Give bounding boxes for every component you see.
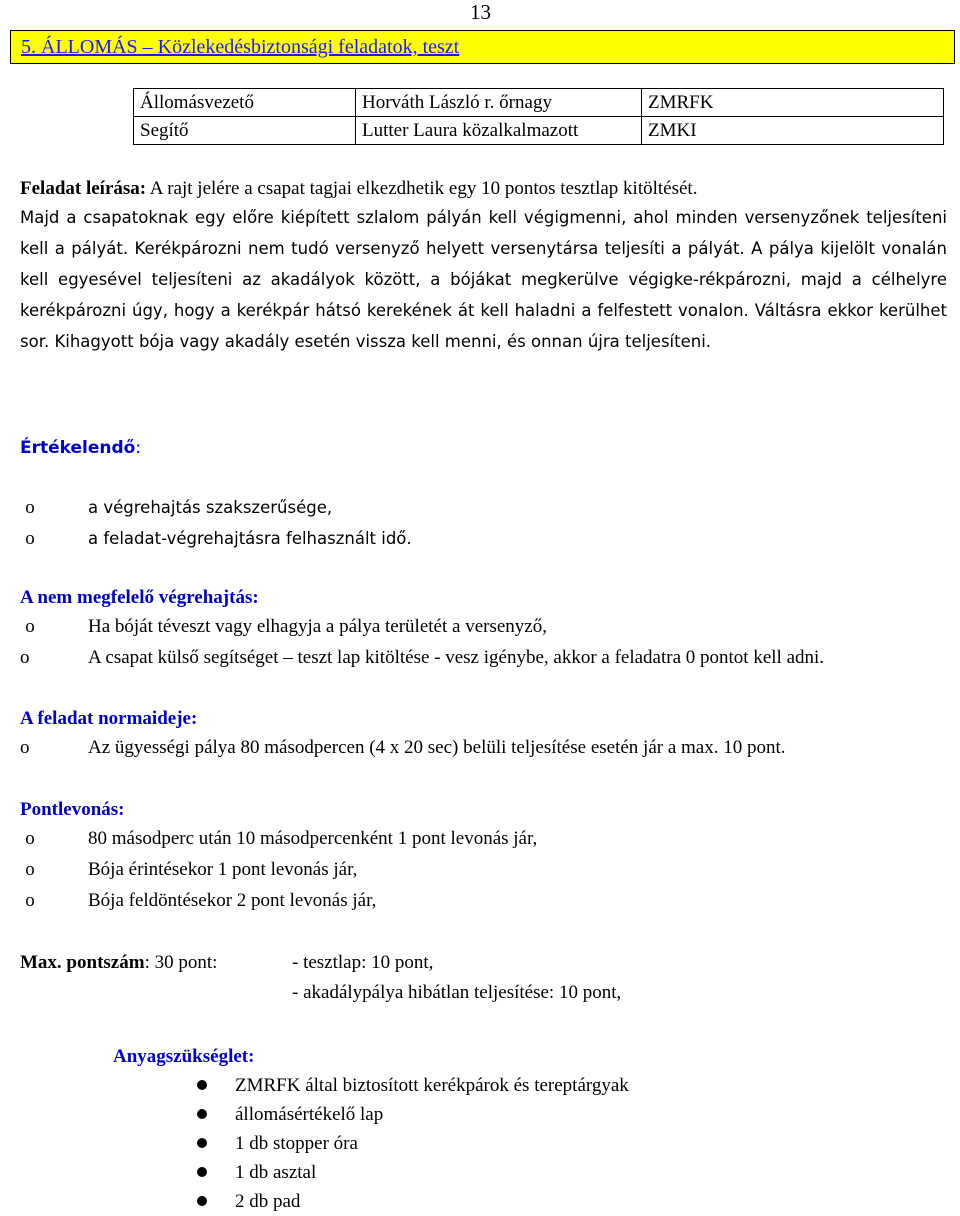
list-item	[197, 1158, 629, 1187]
evaluate-list	[20, 492, 948, 554]
improper-list	[20, 611, 948, 673]
list-item	[20, 642, 948, 673]
max-points-item: - tesztlap: 10 pont,	[292, 952, 434, 973]
supplies-heading: Anyagszükséglet:	[113, 1046, 255, 1067]
task-description: Majd a csapatoknak egy előre kiépített szlalom pályán kell végigmenni, ahol minden versenyzőnek teljesíteni kell a pályát. Kerékpározni nem tudó versenyző helyett versenytársa teljesíti a pályát. A pálya kijelölt vonalán kell egyesével teljesíteni az akadályok között, a bójákat megkerülve végigke-rékpározni, majd a célhelyre kerékpározni úgy, hogy a kerékpár hátsó kerekének át kell haladni a felfestett vonalon. Váltásra ekkor kerülhet sor. Kihagyott bója vagy akadály esetén vissza kell menni, és onnan újra teljesíteni.	[20, 208, 947, 351]
list-marker: o	[20, 737, 30, 758]
list-marker: o	[25, 497, 35, 518]
staff-table	[133, 88, 944, 145]
deduction-item: Bója érintésekor 1 pont levonás jár,	[88, 859, 358, 880]
table-row	[134, 117, 944, 145]
bullet-icon	[197, 1167, 207, 1177]
max-points-label: Max. pontszám	[20, 952, 145, 973]
bullet-icon	[197, 1109, 207, 1119]
evaluate-item: a végrehajtás szakszerűsége,	[88, 498, 333, 517]
list-marker: o	[25, 528, 35, 549]
list-item	[197, 1100, 629, 1129]
staff-role: Segítő	[134, 117, 356, 145]
list-item	[20, 492, 948, 523]
list-item	[20, 611, 948, 642]
station-header-bar	[10, 30, 955, 64]
deduction-item: 80 másodperc után 10 másodpercenként 1 pont levonás jár,	[88, 828, 538, 849]
supply-item: ZMRFK által biztosított kerékpárok és tereptárgyak	[235, 1075, 629, 1096]
staff-org: ZMKI	[642, 117, 944, 145]
list-item	[20, 854, 948, 885]
norm-list	[20, 732, 948, 763]
evaluate-colon: :	[135, 438, 142, 458]
evaluate-label: Értékelendő	[20, 438, 136, 458]
supply-item: 1 db asztal	[235, 1162, 317, 1183]
table-row	[134, 89, 944, 117]
improper-heading: A nem megfelelő végrehajtás:	[20, 587, 259, 608]
deduction-list	[20, 823, 948, 916]
supplies-list	[197, 1071, 629, 1216]
task-label: Feladat leírása:	[20, 178, 147, 199]
evaluate-heading	[20, 434, 141, 462]
staff-role: Állomásvezető	[134, 89, 356, 117]
improper-item: A csapat külső segítséget – teszt lap kitöltése - vesz igénybe, akkor a feladatra 0 pontot kell adni.	[88, 647, 825, 668]
evaluate-item: a feladat-végrehajtásra felhasznált idő.	[88, 529, 412, 548]
list-item	[20, 523, 948, 554]
list-item	[197, 1129, 629, 1158]
bullet-icon	[197, 1196, 207, 1206]
deduction-heading: Pontlevonás:	[20, 799, 125, 820]
page-number: 13	[470, 0, 491, 24]
list-item	[20, 823, 948, 854]
max-points-breakdown	[292, 948, 621, 1008]
list-item	[20, 885, 948, 916]
task-intro: A rajt jelére a csapat tagjai elkezdhetik egy 10 pontos tesztlap kitöltését.	[146, 178, 698, 199]
supply-item: 1 db stopper óra	[235, 1133, 358, 1154]
norm-heading: A feladat normaideje:	[20, 708, 198, 729]
list-marker: o	[20, 647, 30, 668]
staff-name: Horváth László r. őrnagy	[356, 89, 642, 117]
staff-name: Lutter Laura közalkalmazott	[356, 117, 642, 145]
bullet-icon	[197, 1080, 207, 1090]
list-marker: o	[25, 616, 35, 637]
improper-item: Ha bóját téveszt vagy elhagyja a pálya területét a versenyző,	[88, 616, 547, 637]
list-item	[20, 732, 948, 763]
list-marker: o	[25, 859, 35, 880]
station-title: 5. ÁLLOMÁS – Közlekedésbiztonsági feladatok, teszt	[21, 36, 460, 58]
task-first-line	[20, 173, 947, 204]
list-marker: o	[25, 890, 35, 911]
bullet-icon	[197, 1138, 207, 1148]
deduction-item: Bója feldöntésekor 2 pont levonás jár,	[88, 890, 377, 911]
max-points-value: : 30 pont:	[144, 952, 218, 973]
max-points-item: - akadálypálya hibátlan teljesítése: 10 pont,	[292, 982, 622, 1003]
supply-item: 2 db pad	[235, 1191, 301, 1212]
list-item	[197, 1071, 629, 1100]
supply-item: állomásértékelő lap	[235, 1104, 384, 1125]
list-marker: o	[25, 828, 35, 849]
staff-org: ZMRFK	[642, 89, 944, 117]
max-points-line	[20, 948, 217, 978]
norm-item: Az ügyességi pálya 80 másodpercen (4 x 20 sec) belüli teljesítése esetén jár a max. 10 pont.	[88, 737, 786, 758]
